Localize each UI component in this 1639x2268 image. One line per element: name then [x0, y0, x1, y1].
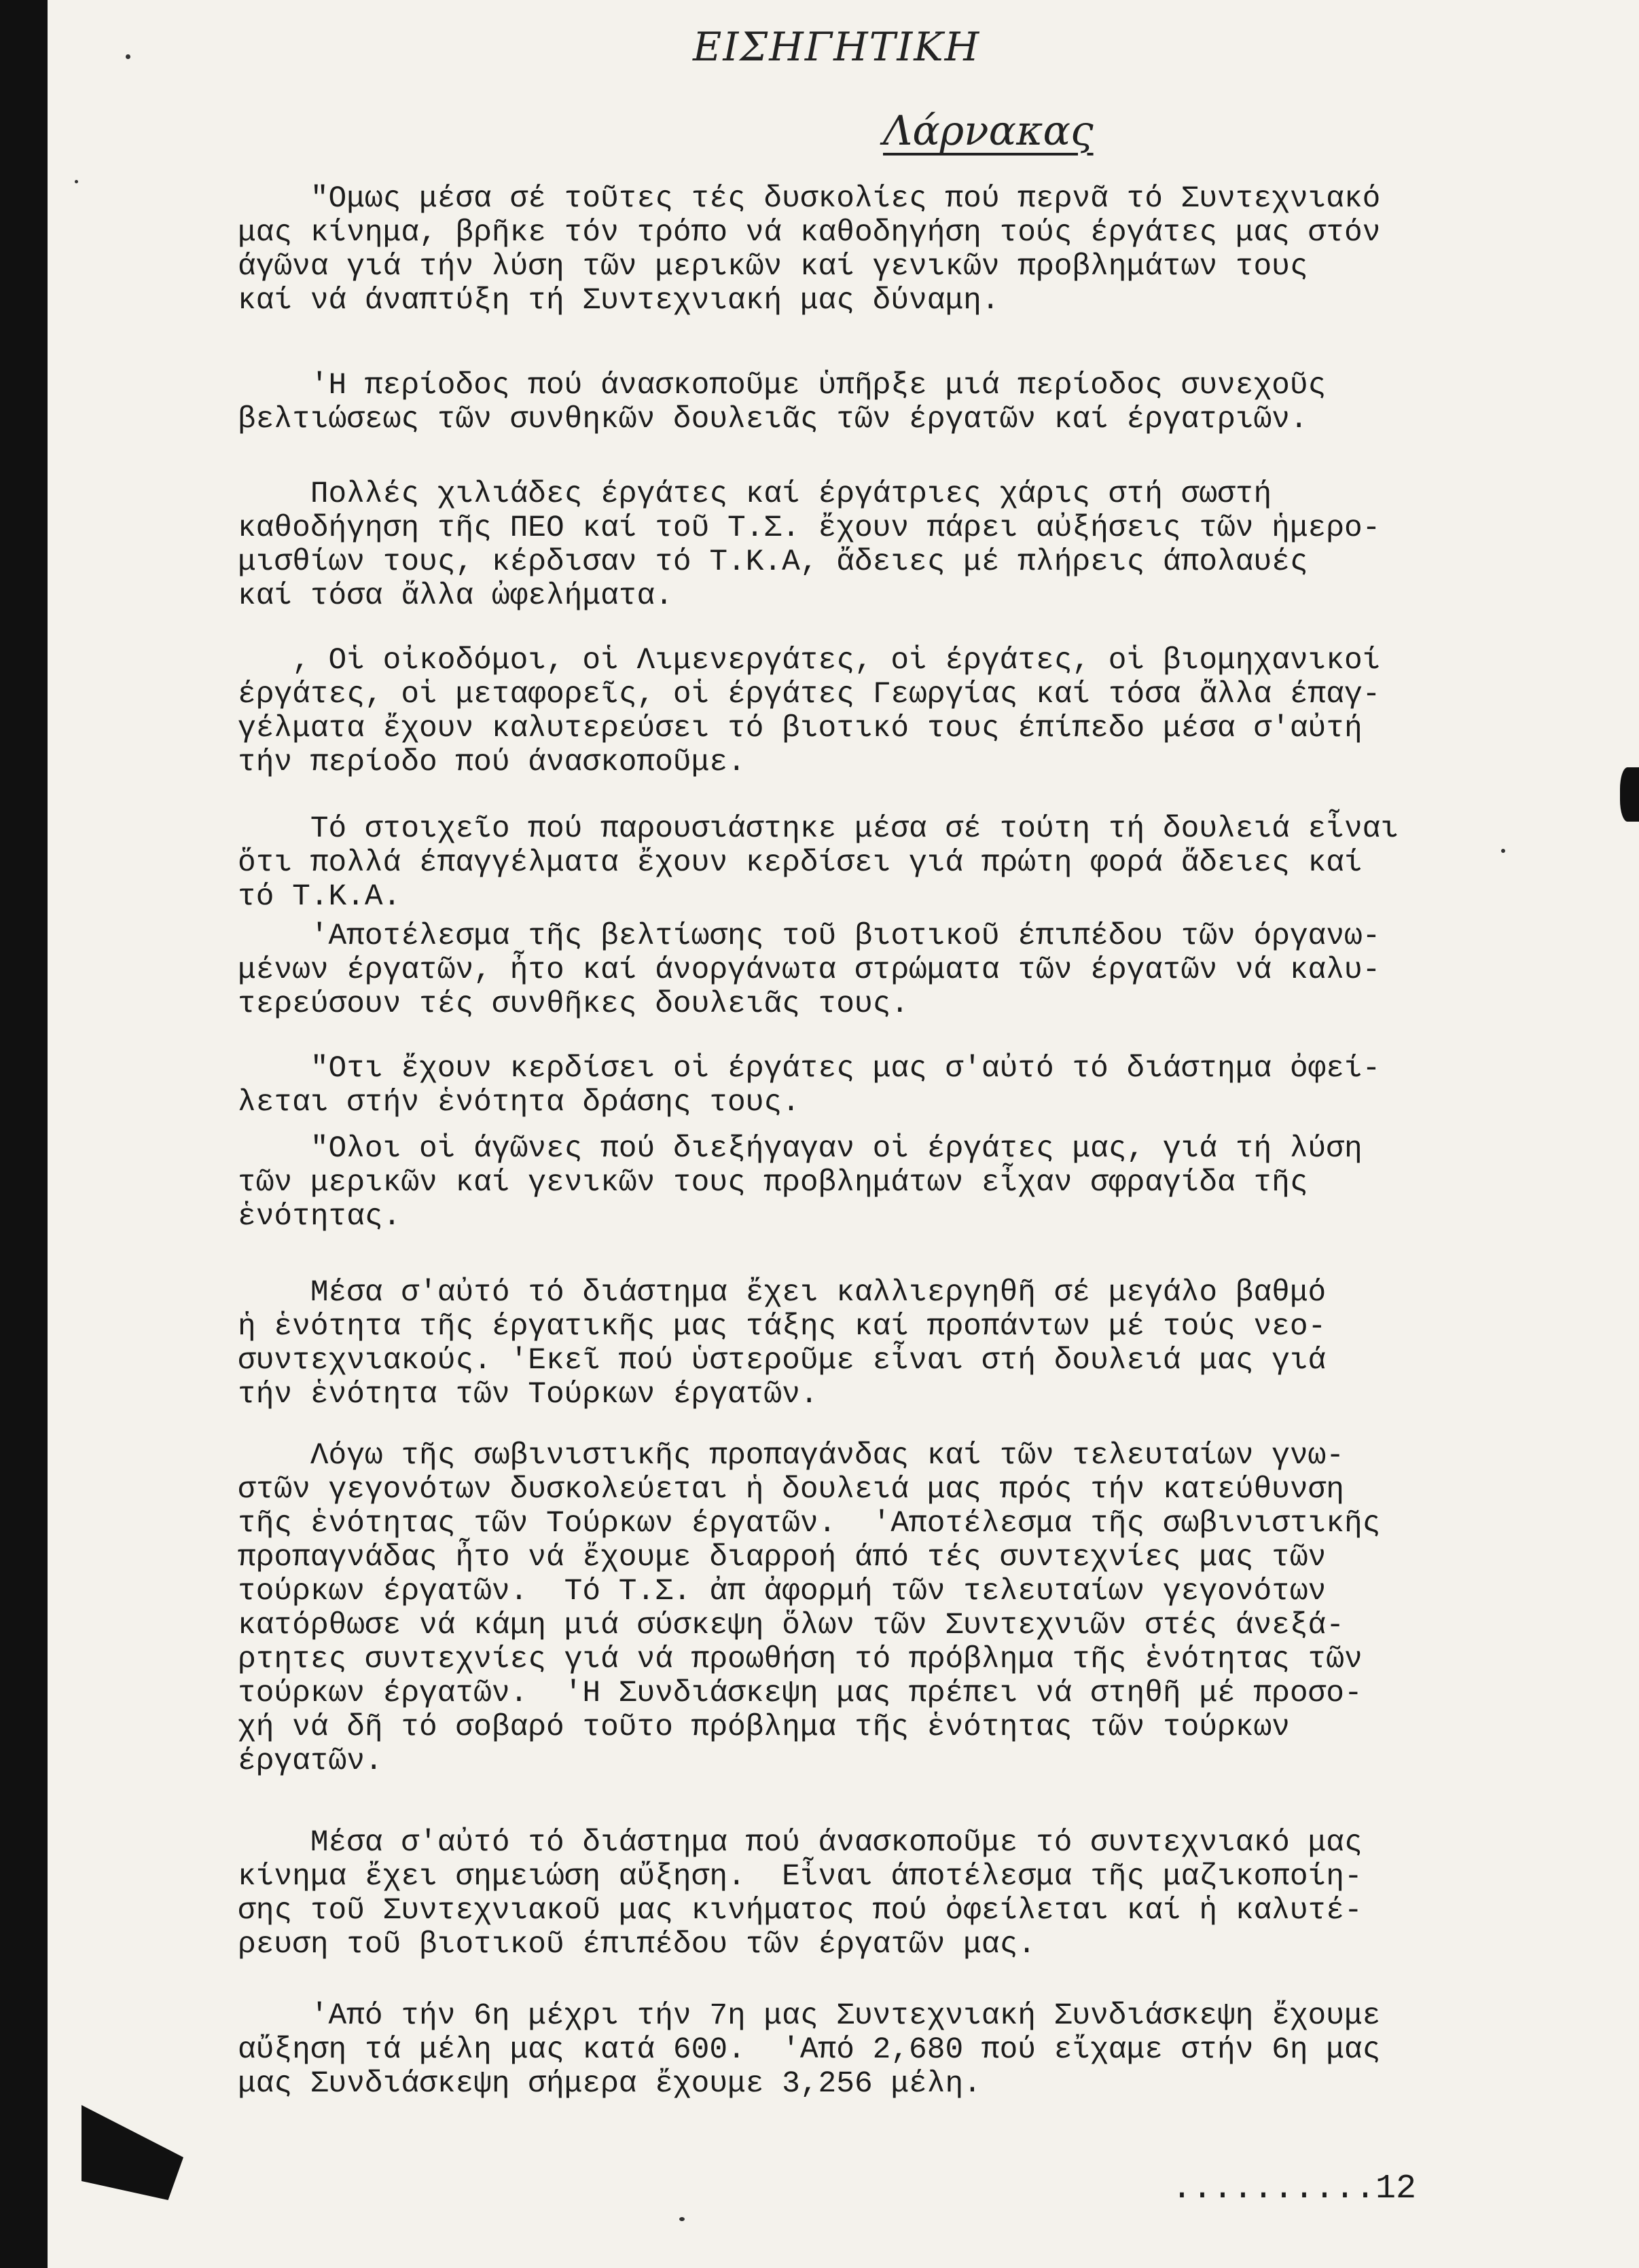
- text-line: μισθίων τους, κέρδισαν τό Τ.Κ.Α, ἄδειες μέ πλήρεις άπολαυές: [238, 545, 1308, 579]
- text-line: καί τόσα ἄλλα ὠφελήματα.: [238, 579, 673, 613]
- text-line: τερεύσουν τές συνθῆκες δουλειᾶς τους.: [238, 987, 909, 1021]
- text-line: , Οἱ οἰκοδόμοι, οἱ Λιμενεργάτες, οἱ έργάτες, οἱ βιομηχανικοί: [238, 644, 1381, 678]
- text-line: Μέσα σ'αὐτό τό διάστημα πού άνασκοποῦμε τό συντεχνιακό μας: [238, 1826, 1363, 1860]
- text-line: τούρκων έργατῶν. 'Η Συνδιάσκεψη μας πρέπει νά στηθῆ μέ προσο-: [238, 1677, 1363, 1711]
- text-line: μας Συνδιάσκεψη σήμερα ἔχουμε 3,256 μέλη.: [238, 2067, 981, 2101]
- paragraph: [238, 1826, 1583, 1962]
- paragraph: [238, 1439, 1583, 1778]
- paragraph: [238, 1999, 1583, 2101]
- text-line: έργάτες, οἱ μεταφορεῖς, οἱ έργάτες Γεωργίας καί τόσα ἄλλα έπαγ-: [238, 678, 1381, 712]
- paragraph: [238, 644, 1583, 780]
- paragraph: [238, 919, 1583, 1021]
- text-line: στῶν γεγονότων δυσκολεύεται ἡ δουλειά μας πρός τήν κατεύθυνση: [238, 1473, 1344, 1507]
- text-line: λεται στήν ἑνότητα δράσης τους.: [238, 1086, 800, 1120]
- text-line: αὔξηση τά μέλη μας κατά 600. 'Από 2,680 πού εἴχαμε στήν 6η μας: [238, 2033, 1381, 2067]
- text-line: χή νά δῆ τό σοβαρό τοῦτο πρόβλημα τῆς ἑνότητας τῶν τούρκων: [238, 1711, 1290, 1744]
- text-line: βελτιώσεως τῶν συνθηκῶν δουλειᾶς τῶν έργατῶν καί έργατριῶν.: [238, 403, 1308, 437]
- scan-speck: [126, 54, 130, 59]
- document-subheading: Λάρνακας: [883, 107, 1094, 155]
- document-body: [238, 182, 1583, 2101]
- text-line: 'Η περίοδος πού άνασκοποῦμε ὑπῆρξε μιά περίοδος συνεχοῦς: [238, 369, 1327, 403]
- paragraph: [238, 1052, 1583, 1120]
- text-line: καθοδήγηση τῆς ΠΕΟ καί τοῦ Τ.Σ. ἔχουν πάρει αὐξήσεις τῶν ἡμερο-: [238, 511, 1381, 545]
- text-line: καί νά άναπτύξη τή Συντεχνιακή μας δύναμη.: [238, 284, 1000, 318]
- paragraph: [238, 369, 1583, 437]
- text-line: ρευση τοῦ βιοτικοῦ έπιπέδου τῶν έργατῶν μας.: [238, 1928, 1036, 1962]
- text-line: ὅτι πολλά έπαγγέλματα ἔχουν κερδίσει γιά πρώτη φορά ἄδειες καί: [238, 846, 1363, 880]
- paragraph: [238, 477, 1583, 613]
- scan-ink-blot: [82, 2105, 183, 2200]
- text-line: "Ολοι οἱ άγῶνες πού διεξήγαγαν οἱ έργάτες μας, γιά τή λύση: [238, 1132, 1363, 1166]
- text-line: έργατῶν.: [238, 1744, 383, 1778]
- text-line: Πολλές χιλιάδες έργάτες καί έργάτριες χάρις στή σωστή: [238, 477, 1272, 511]
- text-line: τήν περίοδο πού άνασκοποῦμε.: [238, 746, 746, 780]
- text-line: ρτητες συντεχνίες γιά νά προωθήση τό πρόβλημα τῆς ἑνότητας τῶν: [238, 1643, 1363, 1677]
- text-line: σης τοῦ Συντεχνιακοῦ μας κινήματος πού ὀφείλεται καί ἡ καλυτέ-: [238, 1894, 1363, 1928]
- text-line: τήν ἑνότητα τῶν Τούρκων έργατῶν.: [238, 1378, 818, 1412]
- text-line: ἡ ἑνότητα τῆς έργατικῆς μας τάξης καί προπάντων μέ τούς νεο-: [238, 1310, 1327, 1344]
- text-line: "Οτι ἔχουν κερδίσει οἱ έργάτες μας σ'αὐτό τό διάστημα ὀφεί-: [238, 1052, 1381, 1086]
- text-line: ἑνότητας.: [238, 1200, 401, 1234]
- text-line: "Ομως μέσα σέ τοῦτες τές δυσκολίες πού περνᾶ τό Συντεχνιακό: [238, 182, 1381, 216]
- scan-speck: [75, 180, 78, 183]
- text-line: 'Αποτέλεσμα τῆς βελτίωσης τοῦ βιοτικοῦ έπιπέδου τῶν όργανω-: [238, 919, 1381, 953]
- text-line: τό Τ.Κ.Α.: [238, 880, 401, 914]
- document-heading: ΕΙΣΗΓΗΤΙΚΗ: [693, 24, 981, 70]
- text-line: μένων έργατῶν, ἦτο καί άνοργάνωτα στρώματα τῶν έργατῶν νά καλυ-: [238, 953, 1381, 987]
- paragraph: [238, 812, 1583, 914]
- scan-edge-shadow: [0, 0, 53, 2268]
- text-line: μας κίνημα, βρῆκε τόν τρόπο νά καθοδηγήση τούς έργάτες μας στόν: [238, 216, 1381, 250]
- text-line: Τό στοιχεῖο πού παρουσιάστηκε μέσα σέ τούτη τή δουλειά εἶναι: [238, 812, 1399, 846]
- page-number: ..........12: [1172, 2170, 1417, 2208]
- text-line: κατόρθωσε νά κάμη μιά σύσκεψη ὅλων τῶν Συντεχνιῶν στές άνεξά-: [238, 1609, 1344, 1643]
- text-line: συντεχνιακούς. 'Εκεῖ πού ὑστεροῦμε εἶναι στή δουλειά μας γιά: [238, 1344, 1327, 1378]
- text-line: τῶν μερικῶν καί γενικῶν τους προβλημάτων εἶχαν σφραγίδα τῆς: [238, 1166, 1308, 1200]
- paragraph: [238, 1132, 1583, 1234]
- text-line: άγῶνα γιά τήν λύση τῶν μερικῶν καί γενικῶν προβλημάτων τους: [238, 250, 1308, 284]
- text-line: κίνημα ἔχει σημειώση αὔξηση. Εἶναι άποτέλεσμα τῆς μαζικοποίη-: [238, 1860, 1363, 1894]
- paragraph: [238, 182, 1583, 318]
- text-line: Λόγω τῆς σωβινιστικῆς προπαγάνδας καί τῶν τελευταίων γνω-: [238, 1439, 1344, 1473]
- text-line: γέλματα ἔχουν καλυτερεύσει τό βιοτικό τους έπίπεδο μέσα σ'αὐτή: [238, 712, 1363, 746]
- text-line: τῆς ἑνότητας τῶν Τούρκων έργατῶν. 'Αποτέλεσμα τῆς σωβινιστικῆς: [238, 1507, 1381, 1541]
- paragraph: [238, 1276, 1583, 1412]
- text-line: 'Από τήν 6η μέχρι τήν 7η μας Συντεχνιακή Συνδιάσκεψη ἔχουμε: [238, 1999, 1381, 2033]
- text-line: προπαγνάδας ἦτο νά ἔχουμε διαρροή άπό τές συντεχνίες μας τῶν: [238, 1541, 1327, 1575]
- scan-ink-mark: [1620, 767, 1639, 822]
- text-line: Μέσα σ'αὐτό τό διάστημα ἔχει καλλιεργηθῆ σέ μεγάλο βαθμό: [238, 1276, 1327, 1310]
- text-line: τούρκων έργατῶν. Τό Τ.Σ. ἀπ ἀφορμή τῶν τελευταίων γεγονότων: [238, 1575, 1327, 1609]
- scan-speck: [679, 2217, 685, 2221]
